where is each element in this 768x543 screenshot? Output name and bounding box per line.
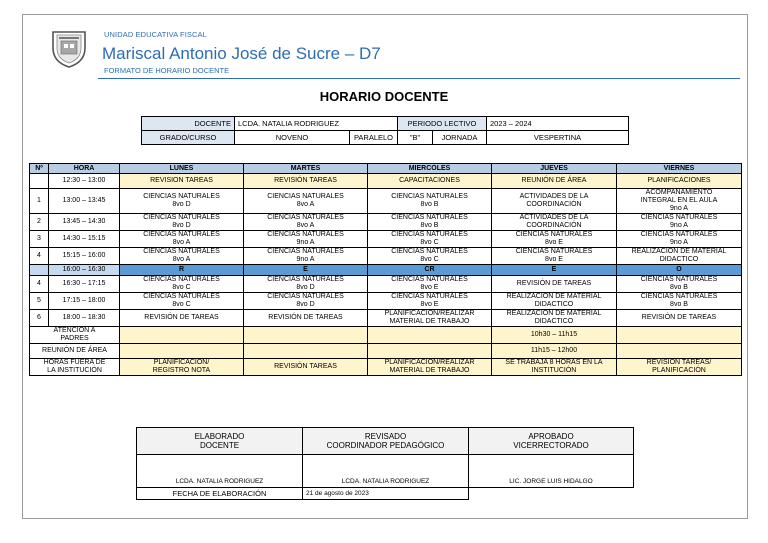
row-number: 3 bbox=[30, 231, 49, 248]
cell-tuesday: CIENCIAS NATURALES 9no A bbox=[244, 248, 368, 265]
break-row bbox=[30, 265, 742, 276]
revisado-header: REVISADO COORDINADOR PEDAGÓGICO bbox=[303, 428, 469, 455]
extra-row-label: ATENCIÓN A PADRES bbox=[30, 327, 120, 344]
grado-value: NOVENO bbox=[235, 131, 350, 145]
extra-cell-friday: REVISIÓN TAREAS/ PLANIFICACIÓN bbox=[617, 359, 742, 376]
break-number bbox=[30, 265, 49, 276]
cell-monday: CIENCIAS NATURALES 8vo C bbox=[120, 293, 244, 310]
signature-revisado: LCDA. NATALIA RODRIGUEZ bbox=[303, 455, 469, 488]
cell-wednesday: CIENCIAS NATURALES 8vo C bbox=[368, 248, 492, 265]
empty-cell bbox=[469, 488, 634, 500]
fecha-label: FECHA DE ELABORACIÓN bbox=[137, 488, 303, 500]
col-header-thursday: JUEVES bbox=[492, 164, 617, 174]
cell-wednesday: CIENCIAS NATURALES 8vo B bbox=[368, 214, 492, 231]
extra-cell-monday bbox=[120, 327, 244, 344]
cell-monday: REVISION TAREAS bbox=[120, 174, 244, 189]
cell-thursday: ACTIVIDADES DE LA COORDINACIÓN bbox=[492, 214, 617, 231]
extra-cell-friday bbox=[617, 327, 742, 344]
row-hour: 18:00 – 18:30 bbox=[49, 310, 120, 327]
cell-tuesday: CIENCIAS NATURALES 8vo A bbox=[244, 189, 368, 214]
extra-row bbox=[30, 327, 742, 344]
extra-row-label: REUNIÓN DE ÁREA bbox=[30, 344, 120, 359]
page-title: HORARIO DOCENTE bbox=[319, 89, 449, 104]
form-subtitle: FORMATO DE HORARIO DOCENTE bbox=[104, 66, 230, 75]
extra-row-label: HORAS FUERA DE LA INSTITUCIÓN bbox=[30, 359, 120, 376]
cell-friday: CIENCIAS NATURALES 9no A bbox=[617, 231, 742, 248]
break-letter-thursday: E bbox=[492, 265, 617, 276]
cell-friday: CIENCIAS NATURALES 8vo B bbox=[617, 276, 742, 293]
extra-cell-monday: PLANIFICACIÓN/ REGISTRO NOTA bbox=[120, 359, 244, 376]
cell-tuesday: REVISIÓN TAREAS bbox=[244, 174, 368, 189]
cell-wednesday: CIENCIAS NATURALES 8vo B bbox=[368, 189, 492, 214]
cell-monday: CIENCIAS NATURALES 8vo A bbox=[120, 231, 244, 248]
schedule-row bbox=[30, 174, 742, 189]
extra-cell-tuesday bbox=[244, 327, 368, 344]
cell-friday: REALIZACIÓN DE MATERIAL DIDACTICO bbox=[617, 248, 742, 265]
schedule-row bbox=[30, 310, 742, 327]
jornada-label: JORNADA bbox=[433, 131, 487, 145]
cell-friday: REVISIÓN DE TAREAS bbox=[617, 310, 742, 327]
extra-cell-wednesday bbox=[368, 344, 492, 359]
schedule-row bbox=[30, 214, 742, 231]
schedule-row bbox=[30, 231, 742, 248]
aprobado-header: APROBADO VICERRECTORADO bbox=[469, 428, 634, 455]
cell-thursday: ACTIVIDADES DE LA COORDINACIÓN bbox=[492, 189, 617, 214]
cell-tuesday: CIENCIAS NATURALES 8vo D bbox=[244, 293, 368, 310]
cell-tuesday: CIENCIAS NATURALES 9no A bbox=[244, 231, 368, 248]
row-number: 4 bbox=[30, 248, 49, 265]
cell-friday: CIENCIAS NATURALES 9no A bbox=[617, 214, 742, 231]
row-hour: 15:15 – 16:00 bbox=[49, 248, 120, 265]
signatures-table bbox=[136, 427, 634, 500]
col-header-hour: HORA bbox=[49, 164, 120, 174]
schedule-row bbox=[30, 293, 742, 310]
row-number: 4 bbox=[30, 276, 49, 293]
cell-wednesday: CIENCIAS NATURALES 8vo E bbox=[368, 293, 492, 310]
fecha-value: 21 de agosto de 2023 bbox=[303, 488, 469, 500]
cell-thursday: REVISIÓN DE TAREAS bbox=[492, 276, 617, 293]
cell-monday: CIENCIAS NATURALES 8vo D bbox=[120, 189, 244, 214]
row-number: 2 bbox=[30, 214, 49, 231]
cell-monday: CIENCIAS NATURALES 8vo A bbox=[120, 248, 244, 265]
break-letter-monday: R bbox=[120, 265, 244, 276]
extra-cell-wednesday bbox=[368, 327, 492, 344]
cell-thursday: CIENCIAS NATURALES 8vo E bbox=[492, 248, 617, 265]
paralelo-value: "B" bbox=[398, 131, 433, 145]
row-hour: 14:30 – 15:15 bbox=[49, 231, 120, 248]
schedule-table bbox=[29, 163, 742, 376]
schedule-row bbox=[30, 189, 742, 214]
extra-cell-wednesday: PLANIFICACIÓN/REALIZAR MATERIAL DE TRABAJO bbox=[368, 359, 492, 376]
cell-tuesday: REVISIÓN DE TAREAS bbox=[244, 310, 368, 327]
row-hour: 13:45 – 14:30 bbox=[49, 214, 120, 231]
row-hour: 13:00 – 13:45 bbox=[49, 189, 120, 214]
break-letter-tuesday: E bbox=[244, 265, 368, 276]
elaborado-header: ELABORADO DOCENTE bbox=[137, 428, 303, 455]
row-number: 6 bbox=[30, 310, 49, 327]
row-number: 1 bbox=[30, 189, 49, 214]
row-hour: 17:15 – 18:00 bbox=[49, 293, 120, 310]
extra-cell-friday bbox=[617, 344, 742, 359]
extra-cell-monday bbox=[120, 344, 244, 359]
signature-elaborado: LCDA. NATALIA RODRIGUEZ bbox=[137, 455, 303, 488]
cell-wednesday: CIENCIAS NATURALES 8vo E bbox=[368, 276, 492, 293]
cell-thursday: REALIZACIÓN DE MATERIAL DIDACTICO bbox=[492, 310, 617, 327]
cell-monday: REVISIÓN DE TAREAS bbox=[120, 310, 244, 327]
cell-wednesday: CAPACITACIONES bbox=[368, 174, 492, 189]
schedule-row bbox=[30, 276, 742, 293]
cell-monday: CIENCIAS NATURALES 8vo C bbox=[120, 276, 244, 293]
extra-cell-thursday: 11h15 – 12h00 bbox=[492, 344, 617, 359]
grado-label: GRADO/CURSO bbox=[142, 131, 235, 145]
school-name: Mariscal Antonio José de Sucre – D7 bbox=[102, 44, 381, 63]
docente-label: DOCENTE bbox=[142, 117, 235, 131]
col-header-friday: VIERNES bbox=[617, 164, 742, 174]
teacher-info-table bbox=[141, 116, 629, 145]
paralelo-label: PARALELO bbox=[350, 131, 398, 145]
school-crest-icon bbox=[47, 26, 91, 70]
cell-monday: CIENCIAS NATURALES 8vo D bbox=[120, 214, 244, 231]
break-hour: 16:00 – 16:30 bbox=[49, 265, 120, 276]
extra-cell-thursday: 10h30 – 11h15 bbox=[492, 327, 617, 344]
extra-row bbox=[30, 344, 742, 359]
cell-tuesday: CIENCIAS NATURALES 8vo D bbox=[244, 276, 368, 293]
jornada-value: VESPERTINA bbox=[487, 131, 629, 145]
cell-thursday: CIENCIAS NATURALES 8vo E bbox=[492, 231, 617, 248]
extra-cell-thursday: SE TRABAJA 8 HORAS EN LA INSTITUCIÓN bbox=[492, 359, 617, 376]
col-header-wednesday: MIERCOLES bbox=[368, 164, 492, 174]
row-number: 5 bbox=[30, 293, 49, 310]
col-header-tuesday: MARTES bbox=[244, 164, 368, 174]
break-letter-wednesday: CR bbox=[368, 265, 492, 276]
signature-aprobado: LIC. JORGE LUIS HIDALGO bbox=[469, 455, 634, 488]
cell-friday: PLANIFICACIONES bbox=[617, 174, 742, 189]
extra-cell-tuesday: REVISIÓN TAREAS bbox=[244, 359, 368, 376]
row-hour: 12:30 – 13:00 bbox=[49, 174, 120, 189]
header-rule bbox=[98, 78, 740, 79]
break-letter-friday: O bbox=[617, 265, 742, 276]
schedule-header-row bbox=[30, 164, 742, 174]
docente-value: LCDA. NATALIA RODRIGUEZ bbox=[235, 117, 398, 131]
col-header-number: Nº bbox=[30, 164, 49, 174]
cell-thursday: REALIZACIÓN DE MATERIAL DIDACTICO bbox=[492, 293, 617, 310]
row-number bbox=[30, 174, 49, 189]
periodo-label: PERIODO LECTIVO bbox=[398, 117, 487, 131]
cell-thursday: REUNIÓN DE ÁREA bbox=[492, 174, 617, 189]
row-hour: 16:30 – 17:15 bbox=[49, 276, 120, 293]
periodo-value: 2023 – 2024 bbox=[487, 117, 629, 131]
cell-wednesday: CIENCIAS NATURALES 8vo C bbox=[368, 231, 492, 248]
col-header-monday: LUNES bbox=[120, 164, 244, 174]
cell-tuesday: CIENCIAS NATURALES 8vo A bbox=[244, 214, 368, 231]
cell-friday: CIENCIAS NATURALES 8vo B bbox=[617, 293, 742, 310]
extra-cell-tuesday bbox=[244, 344, 368, 359]
cell-wednesday: PLANIFICACIÓN/REALIZAR MATERIAL DE TRABAJO bbox=[368, 310, 492, 327]
school-type: UNIDAD EDUCATIVA FISCAL bbox=[104, 30, 207, 39]
cell-friday: ACOMPANAMIENTO INTEGRAL EN EL AULA 9no A bbox=[617, 189, 742, 214]
schedule-row bbox=[30, 248, 742, 265]
extra-row bbox=[30, 359, 742, 376]
